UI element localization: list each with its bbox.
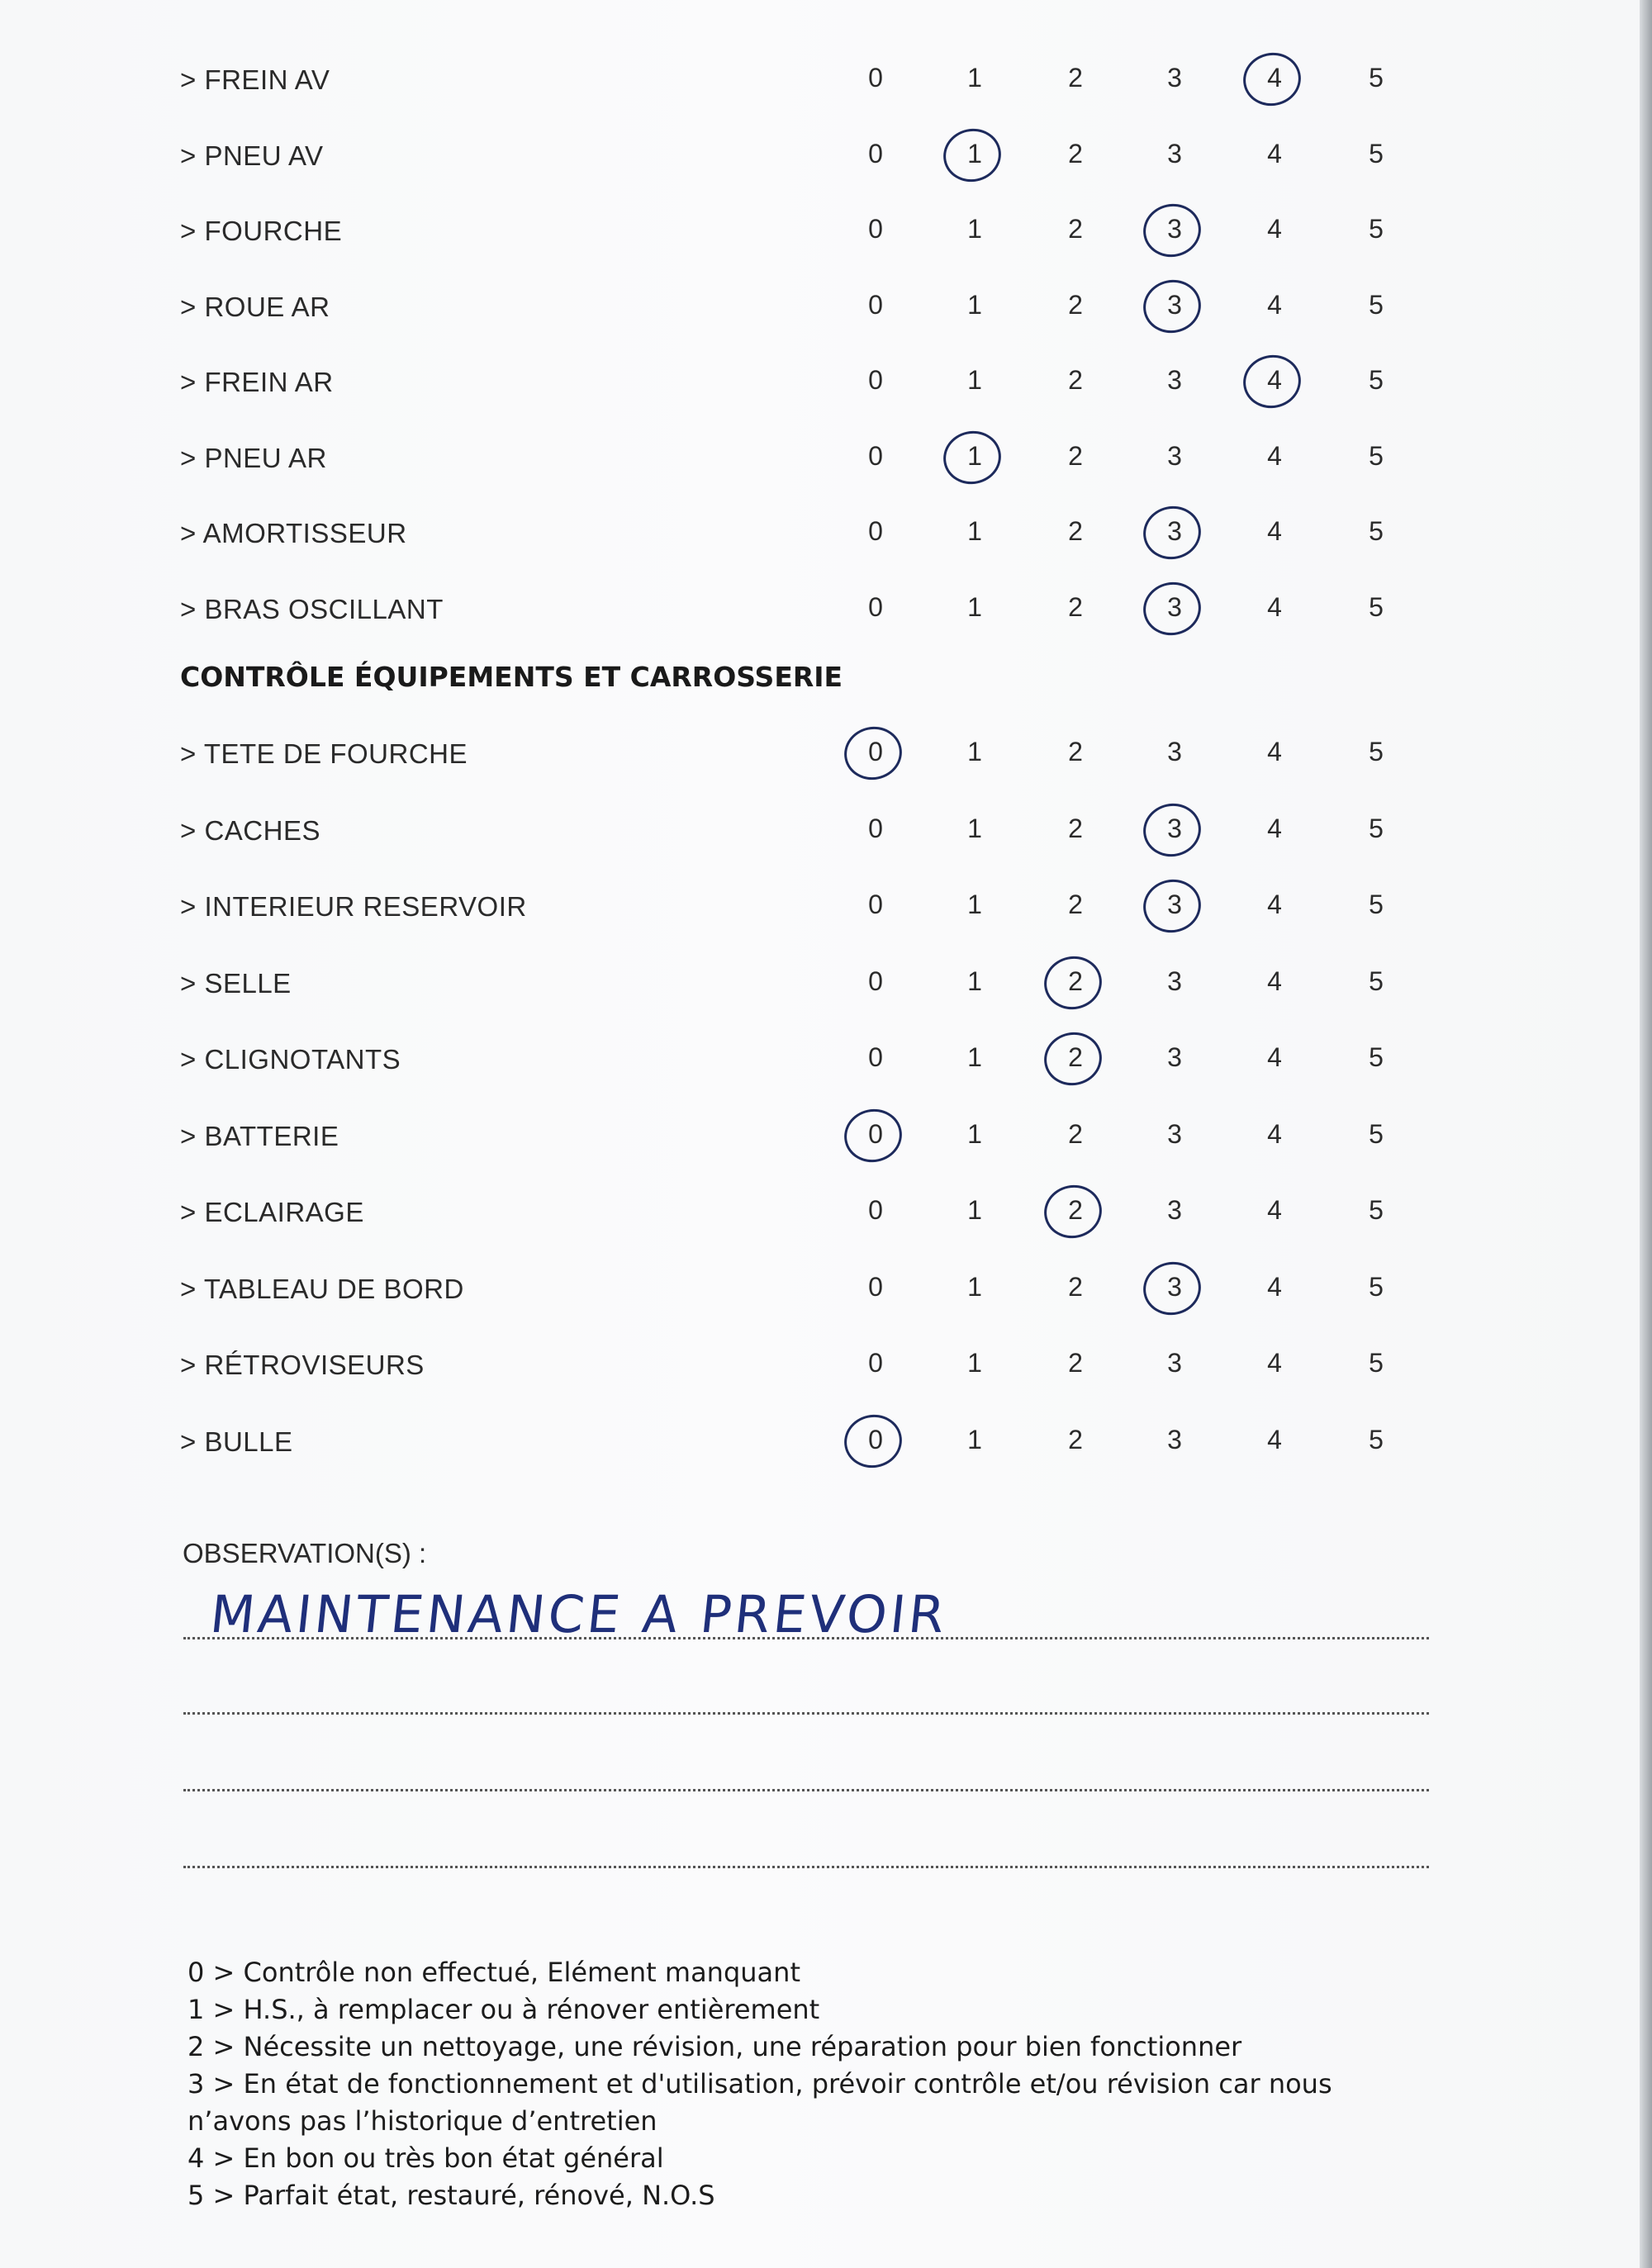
score-option[interactable] xyxy=(1250,737,1299,767)
checklist-row xyxy=(0,207,1640,257)
item-label: > ECLAIRAGE xyxy=(180,1197,364,1227)
score-value: 4 xyxy=(1267,890,1282,919)
score-value: 0 xyxy=(868,1348,883,1378)
score-option[interactable] xyxy=(1051,1425,1100,1455)
selected-score-circle xyxy=(1138,798,1206,861)
observations-label: OBSERVATION(S) : xyxy=(183,1538,427,1568)
score-value: 1 xyxy=(967,440,982,471)
observation-line xyxy=(183,1637,1429,1639)
selected-score-circle xyxy=(938,123,1006,187)
score-option[interactable] xyxy=(1051,139,1100,169)
score-option[interactable] xyxy=(1351,139,1401,169)
score-option[interactable] xyxy=(1351,890,1401,920)
score-value: 2 xyxy=(1068,1424,1083,1454)
score-value: 1 xyxy=(967,1348,982,1378)
score-option[interactable] xyxy=(950,592,999,623)
score-value: 5 xyxy=(1369,63,1384,93)
score-value: 5 xyxy=(1369,289,1384,320)
score-value: 5 xyxy=(1369,138,1384,168)
score-value: 0 xyxy=(868,516,883,546)
score-value: 2 xyxy=(1068,1348,1083,1378)
checklist-row xyxy=(0,283,1640,333)
score-value: 4 xyxy=(1267,737,1282,766)
score-option[interactable] xyxy=(1250,1119,1299,1150)
score-value: 3 xyxy=(1167,516,1182,546)
score-option[interactable] xyxy=(851,737,900,767)
checklist-row xyxy=(0,358,1640,408)
score-option[interactable] xyxy=(950,516,999,547)
score-option[interactable] xyxy=(851,1195,900,1226)
score-value: 3 xyxy=(1167,1348,1182,1378)
item-label: > BATTERIE xyxy=(180,1120,339,1151)
score-value: 2 xyxy=(1068,591,1083,622)
score-option[interactable] xyxy=(851,63,900,93)
score-option[interactable] xyxy=(1250,592,1299,623)
score-option[interactable] xyxy=(851,1042,900,1073)
score-value: 0 xyxy=(868,813,883,843)
score-option[interactable] xyxy=(1150,592,1199,623)
score-option[interactable] xyxy=(1051,1348,1100,1378)
score-value: 2 xyxy=(1068,289,1083,320)
score-option[interactable] xyxy=(1250,890,1299,920)
score-value: 0 xyxy=(868,591,883,622)
score-value: 3 xyxy=(1167,737,1182,766)
checklist-row xyxy=(0,1418,1640,1468)
score-option[interactable] xyxy=(1351,1195,1401,1226)
score-value: 4 xyxy=(1267,138,1282,168)
score-value: 1 xyxy=(967,737,982,766)
score-option[interactable] xyxy=(1150,1425,1199,1455)
score-option[interactable] xyxy=(950,737,999,767)
score-option[interactable] xyxy=(1051,365,1100,396)
score-value: 3 xyxy=(1167,1118,1182,1149)
score-option[interactable] xyxy=(1351,1119,1401,1150)
score-value: 1 xyxy=(967,138,982,168)
score-value: 3 xyxy=(1167,365,1182,395)
score-value: 2 xyxy=(1068,516,1083,546)
score-option[interactable] xyxy=(851,441,900,472)
score-value: 4 xyxy=(1267,214,1282,244)
score-value: 3 xyxy=(1167,289,1182,320)
score-value: 5 xyxy=(1369,365,1384,395)
selected-score-circle xyxy=(1039,1027,1107,1090)
checklist-row xyxy=(0,586,1640,635)
score-value: 5 xyxy=(1369,890,1384,919)
score-value: 2 xyxy=(1068,1195,1083,1225)
score-value: 2 xyxy=(1068,813,1083,843)
observation-handwritten-note: MAINTENANCE A PREVOIR xyxy=(207,1584,952,1644)
score-value: 3 xyxy=(1167,1195,1182,1225)
score-value: 0 xyxy=(868,289,883,320)
score-option[interactable] xyxy=(851,592,900,623)
score-option[interactable] xyxy=(851,290,900,320)
score-value: 1 xyxy=(967,1118,982,1149)
score-option[interactable] xyxy=(950,814,999,844)
legend-item: 1 > H.S., à remplacer ou à rénover entièrement xyxy=(188,1994,820,2025)
score-option[interactable] xyxy=(851,365,900,396)
score-option[interactable] xyxy=(1250,441,1299,472)
checklist-row xyxy=(0,730,1640,780)
score-option[interactable] xyxy=(1250,63,1299,93)
score-value: 5 xyxy=(1369,1118,1384,1149)
score-option[interactable] xyxy=(1250,966,1299,997)
score-option[interactable] xyxy=(1351,214,1401,244)
score-option[interactable] xyxy=(1150,890,1199,920)
score-option[interactable] xyxy=(1250,365,1299,396)
score-option[interactable] xyxy=(1150,290,1199,320)
score-option[interactable] xyxy=(1051,214,1100,244)
checklist-row xyxy=(0,510,1640,559)
legend-item: 3 > En état de fonctionnement et d'utilisation, prévoir contrôle et/ou révision car nous n’avons pas l’historique d’entretien xyxy=(188,2068,1332,2137)
score-option[interactable] xyxy=(950,1119,999,1150)
score-value: 0 xyxy=(868,1271,883,1302)
score-value: 4 xyxy=(1267,365,1282,395)
score-value: 2 xyxy=(1068,440,1083,471)
item-label: > FREIN AV xyxy=(180,64,330,95)
score-value: 4 xyxy=(1267,289,1282,320)
legend-item: 2 > Nécessite un nettoyage, une révision, une réparation pour bien fonctionner xyxy=(188,2031,1242,2062)
score-option[interactable] xyxy=(1351,737,1401,767)
score-value: 5 xyxy=(1369,591,1384,622)
score-value: 2 xyxy=(1068,737,1083,766)
selected-score-circle xyxy=(839,1409,907,1473)
score-value: 3 xyxy=(1167,63,1182,93)
score-value: 5 xyxy=(1369,1195,1384,1225)
score-option[interactable] xyxy=(1351,966,1401,997)
item-label: > TETE DE FOURCHE xyxy=(180,738,468,769)
item-label: > FOURCHE xyxy=(180,216,343,246)
score-option[interactable] xyxy=(1351,63,1401,93)
checklist-row xyxy=(0,1265,1640,1315)
checklist-row xyxy=(0,434,1640,484)
score-option[interactable] xyxy=(851,214,900,244)
score-option[interactable] xyxy=(1150,63,1199,93)
score-value: 2 xyxy=(1068,890,1083,919)
score-option[interactable] xyxy=(1150,214,1199,244)
score-value: 4 xyxy=(1267,1042,1282,1072)
score-option[interactable] xyxy=(1051,441,1100,472)
selected-score-circle xyxy=(938,425,1006,489)
checklist-row xyxy=(0,56,1640,106)
score-value: 3 xyxy=(1167,813,1182,843)
score-option[interactable] xyxy=(1150,1195,1199,1226)
score-value: 1 xyxy=(967,890,982,919)
score-option[interactable] xyxy=(1351,365,1401,396)
score-value: 4 xyxy=(1267,1118,1282,1149)
score-value: 1 xyxy=(967,1271,982,1302)
item-label: > AMORTISSEUR xyxy=(180,518,407,548)
score-value: 3 xyxy=(1167,890,1182,919)
score-option[interactable] xyxy=(1250,214,1299,244)
score-value: 0 xyxy=(868,214,883,244)
score-value: 1 xyxy=(967,966,982,996)
item-label: > FREIN AR xyxy=(180,367,334,397)
rating-legend xyxy=(188,1954,1427,2214)
score-value: 0 xyxy=(868,1042,883,1072)
score-value: 0 xyxy=(868,1118,883,1149)
score-option[interactable] xyxy=(950,1425,999,1455)
score-option[interactable] xyxy=(1150,441,1199,472)
score-value: 2 xyxy=(1068,1271,1083,1302)
score-value: 4 xyxy=(1267,1271,1282,1302)
checklist-row xyxy=(0,807,1640,856)
score-value: 4 xyxy=(1267,1424,1282,1454)
checklist-row xyxy=(0,132,1640,182)
score-value: 1 xyxy=(967,1195,982,1225)
score-value: 4 xyxy=(1267,813,1282,843)
score-option[interactable] xyxy=(1150,1119,1199,1150)
score-option[interactable] xyxy=(1051,63,1100,93)
score-option[interactable] xyxy=(950,890,999,920)
score-value: 4 xyxy=(1267,63,1282,93)
score-option[interactable] xyxy=(851,139,900,169)
legend-item: 0 > Contrôle non effectué, Elément manquant xyxy=(188,1957,800,1988)
score-option[interactable] xyxy=(1051,966,1100,997)
score-value: 5 xyxy=(1369,737,1384,766)
score-value: 1 xyxy=(967,1042,982,1072)
item-label: > CLIGNOTANTS xyxy=(180,1044,401,1075)
section-title: CONTRÔLE ÉQUIPEMENTS ET CARROSSERIE xyxy=(180,661,843,693)
score-option[interactable] xyxy=(1250,1042,1299,1073)
score-value: 3 xyxy=(1167,214,1182,244)
item-label: > ROUE AR xyxy=(180,291,330,322)
score-option[interactable] xyxy=(1150,1348,1199,1378)
score-value: 0 xyxy=(868,890,883,919)
score-value: 5 xyxy=(1369,440,1384,471)
score-value: 4 xyxy=(1267,440,1282,471)
score-value: 4 xyxy=(1267,966,1282,996)
item-label: > BRAS OSCILLANT xyxy=(180,593,444,624)
observation-line xyxy=(183,1866,1429,1868)
score-option[interactable] xyxy=(1250,516,1299,547)
score-option[interactable] xyxy=(1351,1348,1401,1378)
score-option[interactable] xyxy=(1250,1195,1299,1226)
score-option[interactable] xyxy=(1250,1425,1299,1455)
checklist-row xyxy=(0,1036,1640,1085)
score-value: 0 xyxy=(868,966,883,996)
score-option[interactable] xyxy=(1150,1272,1199,1302)
score-option[interactable] xyxy=(950,966,999,997)
score-option[interactable] xyxy=(1351,1272,1401,1302)
score-value: 3 xyxy=(1167,440,1182,471)
score-option[interactable] xyxy=(1051,814,1100,844)
score-value: 0 xyxy=(868,63,883,93)
score-option[interactable] xyxy=(950,1272,999,1302)
score-option[interactable] xyxy=(1051,737,1100,767)
score-value: 4 xyxy=(1267,591,1282,622)
score-value: 4 xyxy=(1267,516,1282,546)
score-option[interactable] xyxy=(950,1042,999,1073)
score-value: 3 xyxy=(1167,591,1182,622)
score-value: 0 xyxy=(868,440,883,471)
item-label: > SELLE xyxy=(180,967,292,999)
score-value: 5 xyxy=(1369,516,1384,546)
score-option[interactable] xyxy=(1051,516,1100,547)
score-value: 0 xyxy=(868,1424,883,1454)
selected-score-circle xyxy=(839,1103,907,1167)
score-value: 5 xyxy=(1369,1424,1384,1454)
score-option[interactable] xyxy=(1351,1425,1401,1455)
score-value: 2 xyxy=(1068,966,1083,996)
item-label: > TABLEAU DE BORD xyxy=(180,1273,464,1304)
score-value: 0 xyxy=(868,138,883,168)
score-option[interactable] xyxy=(950,139,999,169)
score-option[interactable] xyxy=(1051,1195,1100,1226)
score-option[interactable] xyxy=(950,63,999,93)
score-value: 3 xyxy=(1167,1271,1182,1302)
score-option[interactable] xyxy=(1351,516,1401,547)
score-option[interactable] xyxy=(851,1119,900,1150)
score-value: 3 xyxy=(1167,138,1182,168)
score-option[interactable] xyxy=(1250,290,1299,320)
score-option[interactable] xyxy=(950,1348,999,1378)
paper-edge xyxy=(1640,0,1652,2268)
score-option[interactable] xyxy=(1051,890,1100,920)
score-option[interactable] xyxy=(950,441,999,472)
score-option[interactable] xyxy=(851,1425,900,1455)
score-value: 2 xyxy=(1068,1042,1083,1072)
checklist-row xyxy=(0,883,1640,932)
score-option[interactable] xyxy=(851,1272,900,1302)
score-value: 1 xyxy=(967,813,982,843)
legend-item: 5 > Parfait état, restauré, rénové, N.O.S xyxy=(188,2180,715,2211)
score-option[interactable] xyxy=(1250,814,1299,844)
score-option[interactable] xyxy=(1150,365,1199,396)
score-option[interactable] xyxy=(1351,1042,1401,1073)
score-value: 5 xyxy=(1369,1042,1384,1072)
selected-score-circle xyxy=(1138,501,1206,564)
score-value: 3 xyxy=(1167,1042,1182,1072)
checklist-row xyxy=(0,960,1640,1009)
score-value: 5 xyxy=(1369,1348,1384,1378)
observation-line xyxy=(183,1712,1429,1715)
score-option[interactable] xyxy=(1150,814,1199,844)
score-option[interactable] xyxy=(1051,290,1100,320)
score-value: 5 xyxy=(1369,813,1384,843)
score-value: 1 xyxy=(967,365,982,395)
selected-score-circle xyxy=(1039,1179,1107,1243)
score-option[interactable] xyxy=(1051,1272,1100,1302)
score-value: 2 xyxy=(1068,1118,1083,1149)
score-value: 4 xyxy=(1267,1348,1282,1378)
item-label: > RÉTROVISEURS xyxy=(180,1350,425,1380)
selected-score-circle xyxy=(1138,198,1206,262)
score-value: 5 xyxy=(1369,966,1384,996)
score-option[interactable] xyxy=(1051,592,1100,623)
item-label: > CACHES xyxy=(180,814,320,846)
score-option[interactable] xyxy=(851,814,900,844)
score-value: 1 xyxy=(967,591,982,622)
score-option[interactable] xyxy=(1150,516,1199,547)
checklist-row xyxy=(0,1113,1640,1162)
score-option[interactable] xyxy=(1150,737,1199,767)
score-option[interactable] xyxy=(1351,290,1401,320)
score-option[interactable] xyxy=(950,214,999,244)
selected-score-circle xyxy=(839,721,907,785)
score-option[interactable] xyxy=(1351,441,1401,472)
score-option[interactable] xyxy=(1351,814,1401,844)
item-label: > PNEU AR xyxy=(180,442,327,473)
selected-score-circle xyxy=(1138,1256,1206,1320)
score-value: 3 xyxy=(1167,1424,1182,1454)
observation-line xyxy=(183,1789,1429,1791)
score-value: 3 xyxy=(1167,966,1182,996)
checklist-row xyxy=(0,1189,1640,1238)
item-label: > PNEU AV xyxy=(180,140,324,171)
selected-score-circle xyxy=(1138,576,1206,640)
score-option[interactable] xyxy=(1150,966,1199,997)
score-option[interactable] xyxy=(851,890,900,920)
score-option[interactable] xyxy=(950,290,999,320)
score-option[interactable] xyxy=(1051,1119,1100,1150)
score-option[interactable] xyxy=(851,516,900,547)
selected-score-circle xyxy=(1238,349,1306,413)
score-option[interactable] xyxy=(851,966,900,997)
score-value: 2 xyxy=(1068,63,1083,93)
score-option[interactable] xyxy=(950,365,999,396)
score-value: 2 xyxy=(1068,138,1083,168)
score-value: 1 xyxy=(967,1424,982,1454)
score-option[interactable] xyxy=(1250,1272,1299,1302)
score-value: 4 xyxy=(1267,1195,1282,1225)
score-value: 5 xyxy=(1369,214,1384,244)
score-option[interactable] xyxy=(1150,139,1199,169)
score-value: 0 xyxy=(868,737,883,766)
score-option[interactable] xyxy=(1351,592,1401,623)
score-option[interactable] xyxy=(950,1195,999,1226)
item-label: > INTERIEUR RESERVOIR xyxy=(180,891,527,922)
score-option[interactable] xyxy=(1051,1042,1100,1073)
score-value: 1 xyxy=(967,63,982,93)
legend-item: 4 > En bon ou très bon état général xyxy=(188,2142,664,2174)
score-value: 1 xyxy=(967,516,982,546)
score-option[interactable] xyxy=(1250,139,1299,169)
selected-score-circle xyxy=(1039,951,1107,1014)
item-label: > BULLE xyxy=(180,1426,293,1457)
score-value: 0 xyxy=(868,1195,883,1225)
score-option[interactable] xyxy=(1150,1042,1199,1073)
score-value: 2 xyxy=(1068,365,1083,395)
score-value: 0 xyxy=(868,365,883,395)
selected-score-circle xyxy=(1238,47,1306,111)
score-value: 1 xyxy=(967,289,982,320)
score-value: 2 xyxy=(1068,214,1083,244)
score-value: 5 xyxy=(1369,1271,1384,1302)
score-option[interactable] xyxy=(1250,1348,1299,1378)
selected-score-circle xyxy=(1138,274,1206,338)
checklist-row xyxy=(0,1341,1640,1391)
score-value: 1 xyxy=(967,214,982,244)
selected-score-circle xyxy=(1138,874,1206,937)
score-option[interactable] xyxy=(851,1348,900,1378)
